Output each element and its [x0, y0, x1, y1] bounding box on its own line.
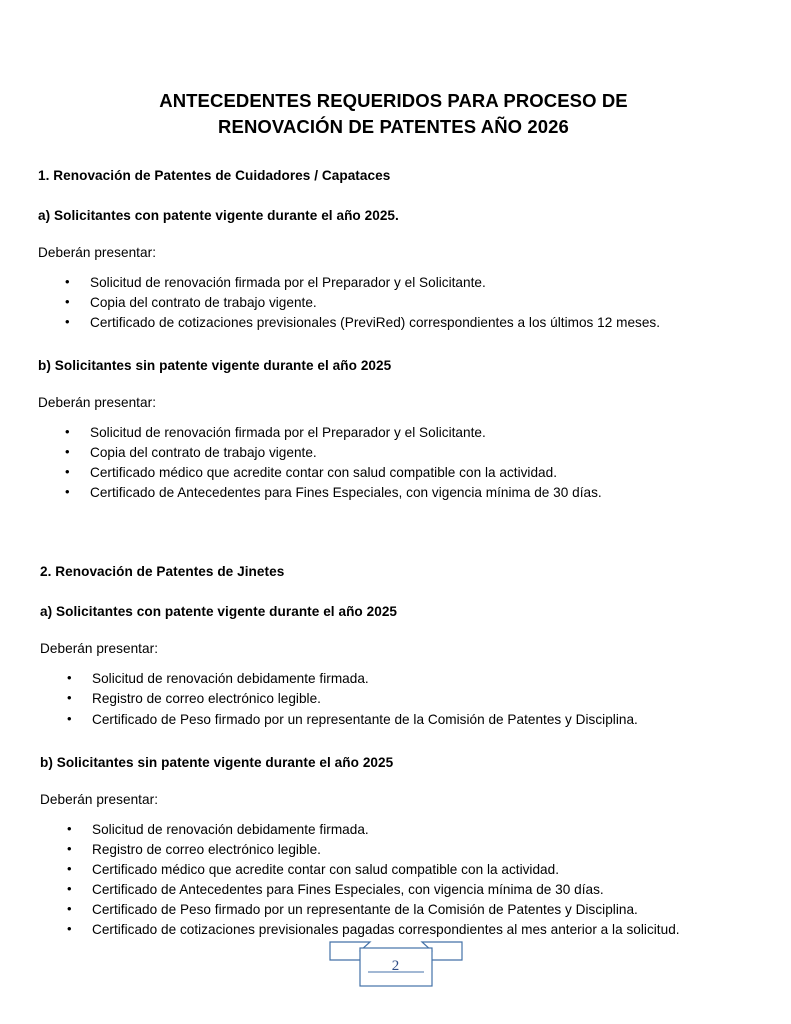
section-2-heading: 2. Renovación de Patentes de Jinetes: [40, 564, 285, 580]
list-item: • Certificado de Peso firmado por un representante de la Comisión de Patentes y Disciplina.: [40, 710, 749, 730]
subsection-2a-list: [40, 669, 749, 729]
list-item: • Certificado de Peso firmado por un representante de la Comisión de Patentes y Disciplina.: [40, 900, 749, 920]
subsection-2a-lead: Deberán presentar:: [40, 641, 159, 657]
subsection-1b-lead: Deberán presentar:: [38, 394, 157, 410]
subsection-1a-lead: Deberán presentar:: [38, 244, 157, 260]
section-1-subsection-a: [38, 208, 749, 333]
subsection-1a-list: [38, 273, 749, 333]
list-item: • Solicitud de renovación firmada por el Preparador y el Solicitante.: [38, 423, 749, 443]
page-title-line-1: ANTECEDENTES REQUERIDOS PARA PROCESO DE: [159, 90, 628, 111]
section-spacer: [38, 503, 749, 537]
list-item: • Certificado de Antecedentes para Fines Especiales, con vigencia mínima de 30 días.: [38, 483, 749, 503]
list-item: • Certificado médico que acredite contar con salud compatible con la actividad.: [38, 463, 749, 483]
section-1-heading: 1. Renovación de Patentes de Cuidadores / Capataces: [38, 167, 391, 183]
list-item: • Solicitud de renovación firmada por el Preparador y el Solicitante.: [38, 273, 749, 293]
subsection-2a-heading: a) Solicitantes con patente vigente durante el año 2025: [40, 604, 398, 620]
section-2-subsection-b: [40, 755, 749, 941]
page-number-banner-icon: [326, 938, 466, 994]
list-item: • Copia del contrato de trabajo vigente.: [38, 443, 749, 463]
subsection-1a-heading: a) Solicitantes con patente vigente durante el año 2025.: [38, 207, 399, 223]
list-item: • Solicitud de renovación debidamente firmada.: [40, 669, 749, 689]
subsection-1b-heading: b) Solicitantes sin patente vigente durante el año 2025: [38, 357, 392, 373]
list-item: • Certificado de cotizaciones previsionales pagadas correspondientes al mes anterior a la solicitud.: [40, 920, 749, 940]
page-title-line-2: RENOVACIÓN DE PATENTES AÑO 2026: [218, 116, 569, 138]
footer: [0, 938, 791, 994]
list-item: • Certificado de Antecedentes para Fines Especiales, con vigencia mínima de 30 días.: [40, 880, 749, 900]
list-item: • Registro de correo electrónico legible.: [40, 840, 749, 860]
subsection-1b-list: [38, 423, 749, 503]
page-title: [74, 78, 714, 141]
section-2-subsection-a: [40, 604, 749, 729]
subsection-2b-lead: Deberán presentar:: [40, 791, 159, 807]
page-number: 2: [391, 958, 400, 974]
list-item: • Registro de correo electrónico legible.: [40, 689, 749, 709]
list-item: • Certificado de cotizaciones previsionales (PreviRed) correspondientes a los últimos 12 meses.: [38, 313, 749, 333]
section-1-subsection-b: [38, 358, 749, 503]
section-2: [38, 564, 749, 940]
section-1: [38, 168, 749, 504]
list-item: • Certificado médico que acredite contar con salud compatible con la actividad.: [40, 860, 749, 880]
subsection-2b-list: [40, 820, 749, 941]
list-item: • Copia del contrato de trabajo vigente.: [38, 293, 749, 313]
list-item: • Solicitud de renovación debidamente firmada.: [40, 820, 749, 840]
subsection-2b-heading: b) Solicitantes sin patente vigente durante el año 2025: [40, 754, 394, 770]
